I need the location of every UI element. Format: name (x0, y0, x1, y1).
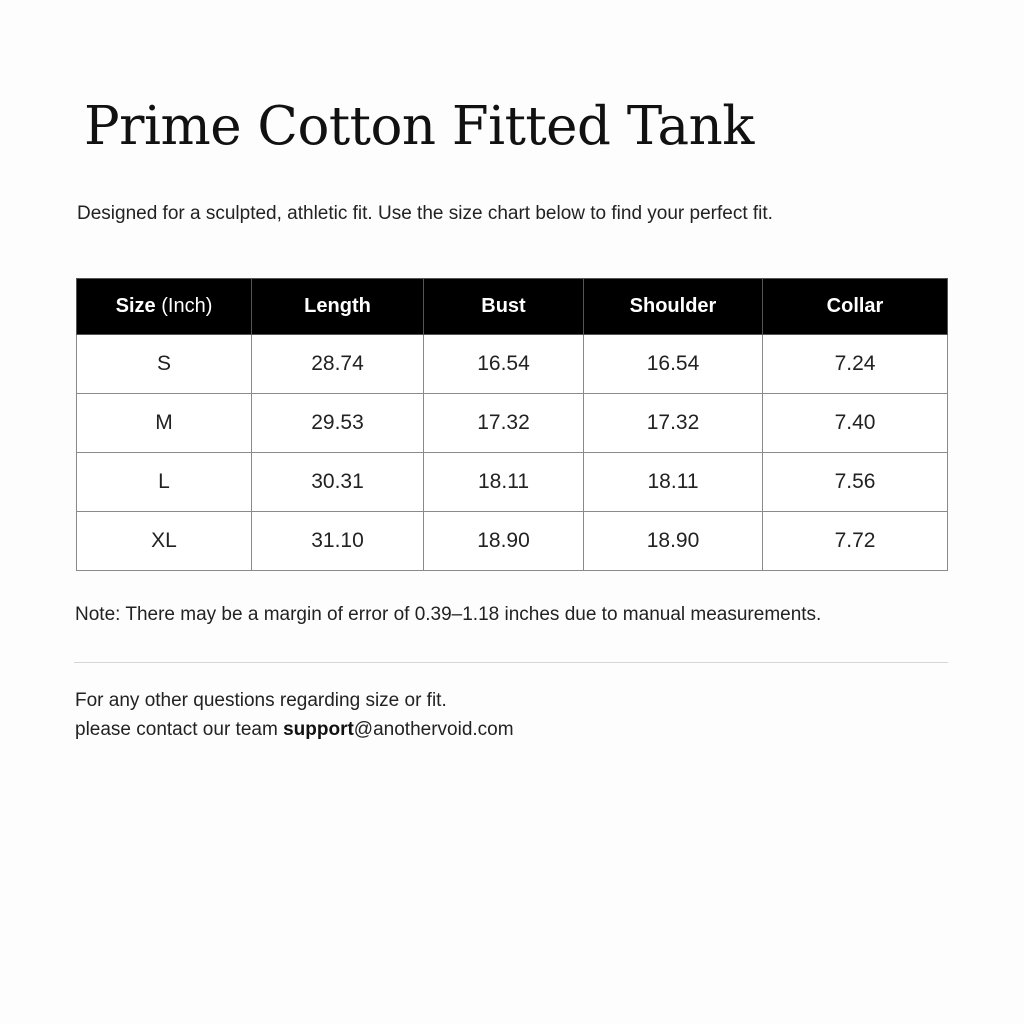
contact-prefix: please contact our team (75, 719, 284, 740)
size-chart-table (76, 278, 948, 571)
size-cell: L (77, 453, 252, 512)
collar-cell: 7.40 (763, 394, 948, 453)
product-description: Designed for a sculpted, athletic fit. Use the size chart below to find your perfect fit. (77, 203, 773, 224)
bust-cell: 17.32 (424, 394, 584, 453)
size-header-unit: (Inch) (155, 295, 213, 317)
bust-cell: 18.11 (424, 453, 584, 512)
shoulder-cell: 17.32 (584, 394, 763, 453)
table-row (77, 394, 948, 453)
measurement-note: Note: There may be a margin of error of 0.39–1.18 inches due to manual measurements. (75, 604, 822, 625)
size-cell: XL (77, 512, 252, 571)
collar-column-header: Collar (763, 279, 948, 335)
collar-cell: 7.24 (763, 335, 948, 394)
table-header-row (77, 279, 948, 335)
table-row (77, 512, 948, 571)
length-column-header: Length (252, 279, 424, 335)
length-cell: 31.10 (252, 512, 424, 571)
table-row (77, 335, 948, 394)
support-email-user: support (283, 719, 354, 740)
bust-cell: 18.90 (424, 512, 584, 571)
shoulder-cell: 18.90 (584, 512, 763, 571)
collar-cell: 7.72 (763, 512, 948, 571)
contact-line-2 (75, 715, 514, 744)
length-cell: 30.31 (252, 453, 424, 512)
bust-column-header: Bust (424, 279, 584, 335)
divider (74, 662, 948, 663)
contact-info (75, 686, 514, 744)
contact-line-1: For any other questions regarding size or fit. (75, 690, 447, 711)
collar-cell: 7.56 (763, 453, 948, 512)
shoulder-cell: 16.54 (584, 335, 763, 394)
table-row (77, 453, 948, 512)
size-column-header (77, 279, 252, 335)
product-title: Prime Cotton Fitted Tank (84, 96, 754, 157)
shoulder-cell: 18.11 (584, 453, 763, 512)
size-cell: M (77, 394, 252, 453)
size-cell: S (77, 335, 252, 394)
shoulder-column-header: Shoulder (584, 279, 763, 335)
size-header-label: Size (115, 295, 156, 317)
bust-cell: 16.54 (424, 335, 584, 394)
support-email-domain: @anothervoid.com (353, 719, 514, 740)
length-cell: 29.53 (252, 394, 424, 453)
length-cell: 28.74 (252, 335, 424, 394)
